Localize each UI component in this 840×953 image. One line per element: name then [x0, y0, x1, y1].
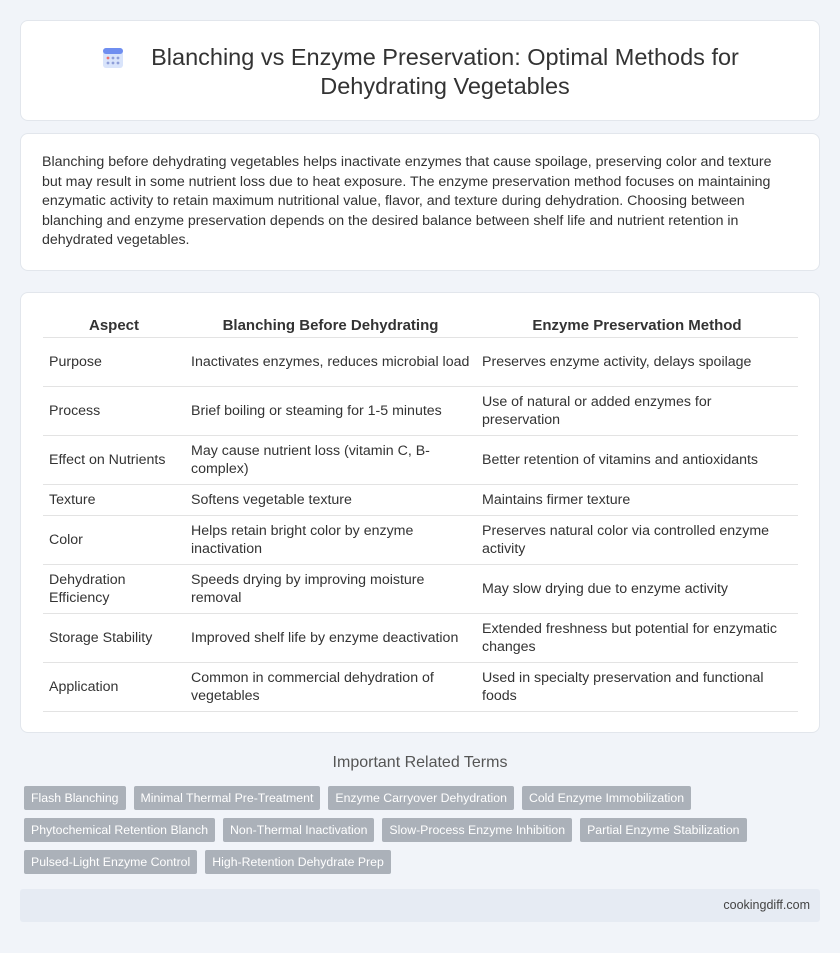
related-term-tag[interactable]: Phytochemical Retention Blanch: [24, 818, 215, 842]
page-title: Blanching vs Enzyme Preservation: Optimal Methods for Dehydrating Vegetables: [151, 44, 739, 99]
table-header-row: [43, 315, 798, 337]
table-cell: Effect on Nutrients: [43, 435, 185, 484]
comparison-table-card: [20, 292, 820, 733]
table-cell: Application: [43, 662, 185, 711]
related-terms-title: Important Related Terms: [332, 754, 508, 771]
table-row: [43, 386, 798, 435]
table-row: [43, 484, 798, 515]
comparison-table: [43, 315, 798, 712]
table-cell: Use of natural or added enzymes for preservation: [476, 386, 798, 435]
table-cell: Dehydration Efficiency: [43, 564, 185, 613]
table-cell: Inactivates enzymes, reduces microbial load: [185, 337, 476, 386]
table-cell: Used in specialty preservation and functional foods: [476, 662, 798, 711]
table-cell: Process: [43, 386, 185, 435]
table-cell: May slow drying due to enzyme activity: [476, 564, 798, 613]
table-cell: Maintains firmer texture: [476, 484, 798, 515]
column-header-aspect: Aspect: [43, 315, 185, 337]
table-row: [43, 564, 798, 613]
table-cell: Speeds drying by improving moisture removal: [185, 564, 476, 613]
table-cell: Helps retain bright color by enzyme inactivation: [185, 515, 476, 564]
table-cell: Purpose: [43, 337, 185, 386]
tag-row: [24, 786, 784, 810]
table-cell: Softens vegetable texture: [185, 484, 476, 515]
table-row: [43, 435, 798, 484]
table-cell: Storage Stability: [43, 613, 185, 662]
related-term-tag[interactable]: Partial Enzyme Stabilization: [580, 818, 746, 842]
tag-row: [24, 818, 784, 842]
table-cell: Extended freshness but potential for enzymatic changes: [476, 613, 798, 662]
header-card: [20, 20, 820, 121]
table-row: [43, 613, 798, 662]
related-terms-list: [24, 786, 784, 882]
table-cell: Common in commercial dehydration of vegetables: [185, 662, 476, 711]
related-term-tag[interactable]: Flash Blanching: [24, 786, 126, 810]
table-row: [43, 337, 798, 386]
table-row: [43, 515, 798, 564]
table-row: [43, 662, 798, 711]
table-cell: Better retention of vitamins and antioxidants: [476, 435, 798, 484]
column-header-enzyme: Enzyme Preservation Method: [476, 315, 798, 337]
table-cell: May cause nutrient loss (vitamin C, B-complex): [185, 435, 476, 484]
table-cell: Brief boiling or steaming for 1-5 minutes: [185, 386, 476, 435]
related-term-tag[interactable]: Cold Enzyme Immobilization: [522, 786, 691, 810]
related-term-tag[interactable]: Enzyme Carryover Dehydration: [328, 786, 514, 810]
footer: [20, 889, 820, 922]
related-term-tag[interactable]: Minimal Thermal Pre-Treatment: [134, 786, 321, 810]
intro-paragraph: Blanching before dehydrating vegetables helps inactivate enzymes that cause spoilage, preserving color and texture but may result in some nutrient loss due to heat exposure. The enzyme preservation method focuses on maintaining enzymatic activity to retain maximum nutritional value, flavor, and texture during dehydration. Choosing between blanching and enzyme preservation depends on the desired balance between shelf life and nutrient retention in dehydrated vegetables.: [42, 154, 772, 248]
table-cell: Preserves enzyme activity, delays spoilage: [476, 337, 798, 386]
table-cell: Improved shelf life by enzyme deactivation: [185, 613, 476, 662]
column-header-blanching: Blanching Before Dehydrating: [185, 315, 476, 337]
table-cell: Color: [43, 515, 185, 564]
related-term-tag[interactable]: High-Retention Dehydrate Prep: [205, 850, 391, 874]
related-term-tag[interactable]: Slow-Process Enzyme Inhibition: [382, 818, 572, 842]
related-term-tag[interactable]: Pulsed-Light Enzyme Control: [24, 850, 197, 874]
table-cell: Preserves natural color via controlled enzyme activity: [476, 515, 798, 564]
intro-card: [20, 133, 820, 271]
table-cell: Texture: [43, 484, 185, 515]
tag-row: [24, 850, 784, 874]
related-term-tag[interactable]: Non-Thermal Inactivation: [223, 818, 374, 842]
footer-site-link[interactable]: cookingdiff.com: [723, 898, 810, 912]
